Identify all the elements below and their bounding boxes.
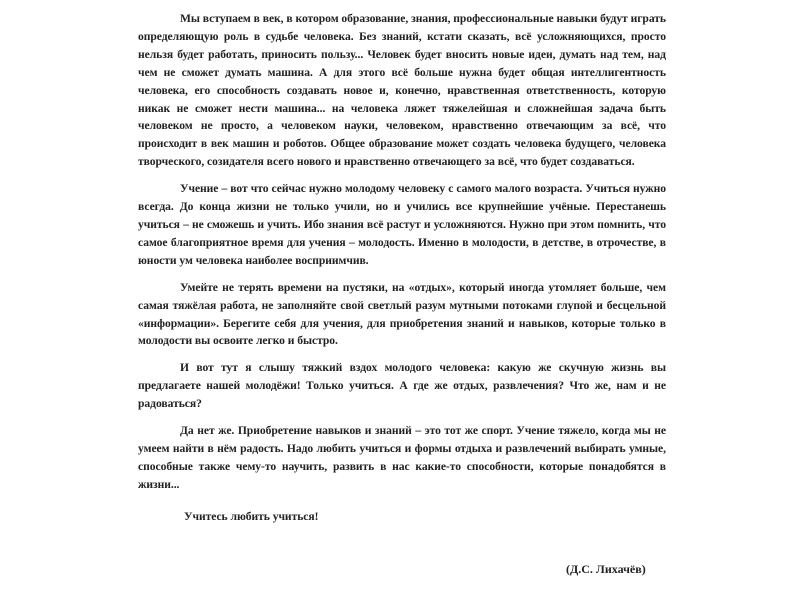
paragraph-4: И вот тут я слышу тяжкий вздох молодого человека: какую же скучную жизнь вы предлагаете нашей молодёжи! Только учиться. А где же отдых, развлечения? Что же, нам и не радоваться? [138,361,666,411]
document-body [138,10,666,526]
closing-line: Учитесь любить учиться! [184,509,319,523]
paragraph-3: Умейте не терять времени на пустяки, на «отдых», который иногда утомляет больше, чем самая тяжёлая работа, не заполняйте свой светлый разум мутными потоками глупой и бесцельной «информации». Берегите себя для учения, для приобретения знаний и навыков, которые только в молодости вы освоите легко и быстро. [138,280,666,348]
paragraph-2: Учение – вот что сейчас нужно молодому человеку с самого малого возраста. Учиться нужно всегда. До конца жизни не только учили, но и учились все крупнейшие учёные. Перестанешь учиться – не сможешь и учить. Ибо знания всё растут и усложняются. Нужно при этом помнить, что самое благоприятное время для учения – молодость. Именно в молодости, в детстве, в отрочестве, в юности ум человека наиболее восприимчив. [138,182,666,267]
author-signature: (Д.С. Лихачёв) [566,562,646,576]
paragraph-1: Мы вступаем в век, в котором образование, знания, профессиональные навыки будут играть определяющую роль в судьбе человека. Без знаний, кстати сказать, всё усложняющихся, просто нельзя будет работать, приносить пользу... Человек будет вносить новые идеи, думать над тем, над чем не сможет думать машина. А для этого всё больше нужна будет общая интеллигентность человека, его способность создавать новое и, конечно, нравственная ответственность, которую никак не сможет нести машина... на человека ляжет тяжелейшая и сложнейшая задача быть человеком не просто, а человеком науки, человеком, нравственно отвечающим за всё, что происходит в век машин и роботов. Общее образование может создать человека будущего, человека творческого, созидателя всего нового и нравственно отвечающего за всё, что будет создаваться. [138,12,666,169]
paragraph-5: Да нет же. Приобретение навыков и знаний – это тот же спорт. Учение тяжело, когда мы не умеем найти в нём радость. Надо любить учиться и формы отдыха и развлечений выбирать умные, способные также чему-то научить, развить в нас какие-то способности, которые понадобятся в жизни... [138,424,666,491]
